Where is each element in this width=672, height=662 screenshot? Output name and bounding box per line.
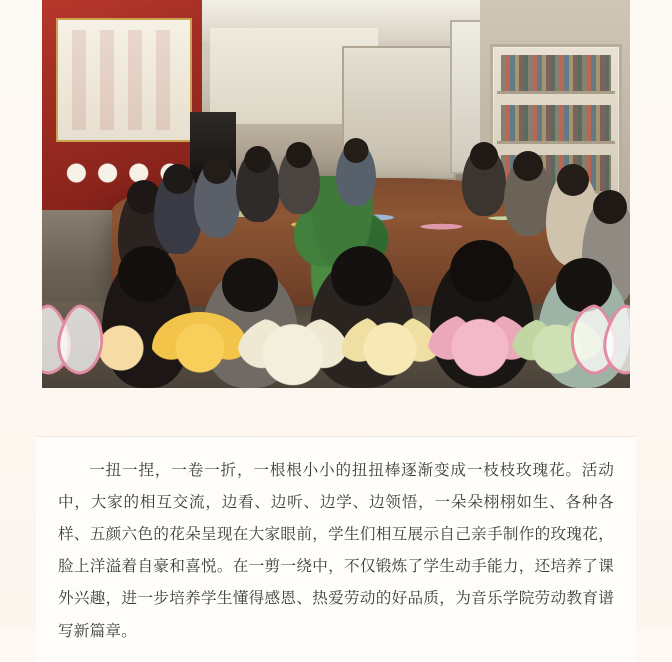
classroom-activity-photo [42,0,630,388]
student [278,146,320,214]
student [336,142,376,206]
article-paragraph: 一扭一捏，一卷一折，一根根小小的扭扭棒逐渐变成一枝枝玫瑰花。活动中，大家的相互交流，边看、边听、边学、边领悟，一朵朵栩栩如生、各种各样、五颜六色的花朵呈现在大家眼前，学生们相互展示自己亲手制作的玫瑰花，脸上洋溢着自豪和喜悦。在一剪一绕中，不仅锻炼了学生动手能力，还培养了课外兴趣，进一步培养学生懂得感恩、热爱劳动的好品质，为音乐学院劳动教育谱写新篇章。 [58,462,614,640]
student [462,146,506,216]
photo-card [42,0,630,420]
student [236,150,280,222]
student [194,160,240,238]
student [504,156,552,236]
butterfly-icon [42,300,106,380]
article-text-card [36,436,636,662]
flower-border [42,310,630,388]
butterfly-icon [566,300,630,380]
